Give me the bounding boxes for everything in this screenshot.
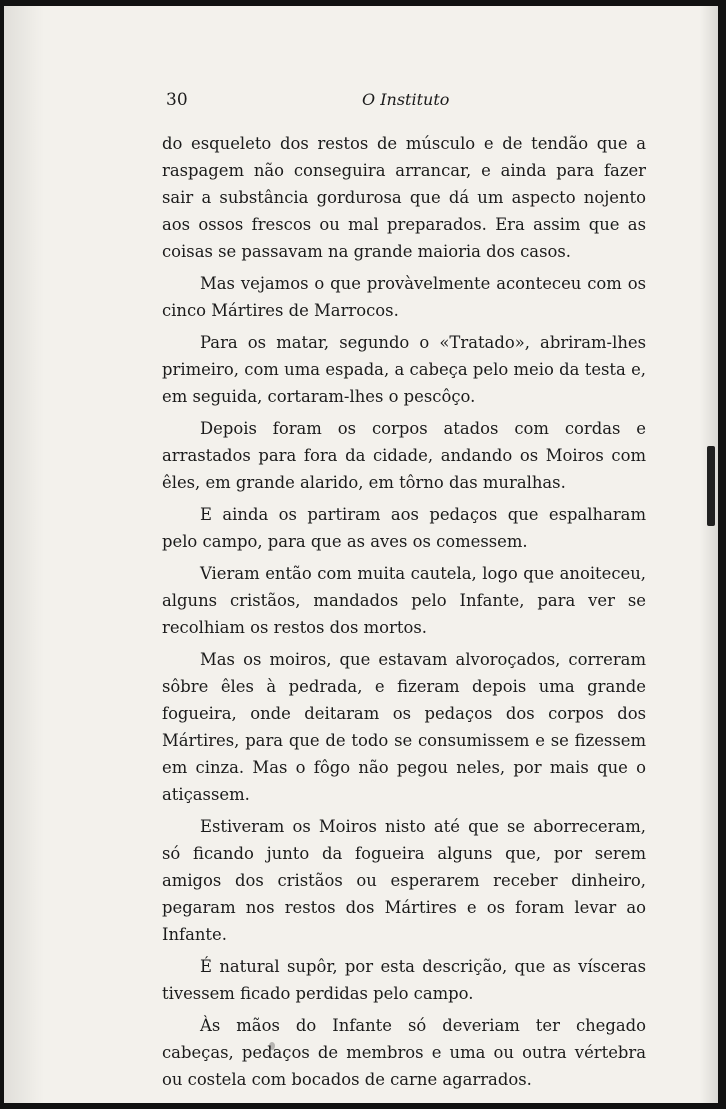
scan-edge-mark [707,446,715,526]
paragraph: do esqueleto dos restos de músculo e de tendão que a raspagem não conseguira arrancar, e ainda para fazer sair a substância gordurosa que dá um aspecto nojento aos ossos frescos ou mal preparados. Era assim que as coisas se passavam na grande maioria dos casos. [162,134,646,261]
paragraph: E ainda os partiram aos pedaços que espalharam pelo campo, para que as aves os comessem. [162,505,646,551]
body-text [162,130,646,1098]
book-page [4,6,718,1103]
page-header [166,90,646,114]
paragraph: Para os matar, segundo o «Tratado», abriram-lhes primeiro, com uma espada, a cabeça pelo meio da testa e, em seguida, cortaram-lhes o pescôço. [162,333,646,406]
paragraph: Vieram então com muita cautela, logo que anoiteceu, alguns cristãos, mandados pelo Infante, para ver se recolhiam os restos dos mortos. [162,564,646,637]
paragraph: Mas vejamos o que provàvelmente aconteceu com os cinco Mártires de Marrocos. [162,274,646,320]
paragraph: Mas os moiros, que estavam alvoroçados, correram sôbre êles à pedrada, e fizeram depois uma grande fogueira, onde deitaram os pedaços dos corpos dos Mártires, para que de todo se consumissem e se fizessem em cinza. Mas o fôgo não pegou neles, por mais que o atiçassem. [162,650,646,804]
page-number: 30 [166,90,188,110]
paragraph: É natural supôr, por esta descrição, que as vísceras tivessem ficado perdidas pelo campo. [162,957,646,1003]
paragraph: Depois foram os corpos atados com cordas e arrastados para fora da cidade, andando os Moiros com êles, em grande alarido, em tôrno das muralhas. [162,419,646,492]
paragraph: Às mãos do Infante só deveriam ter chegado cabeças, pedaços de membros e uma ou outra vértebra ou costela com bocados de carne agarrados. [162,1016,646,1089]
paragraph: Estiveram os Moiros nisto até que se aborreceram, só ficando junto da fogueira alguns que, por serem amigos dos cristãos ou esperarem receber dinheiro, pegaram nos restos dos Mártires e os foram levar ao Infante. [162,817,646,944]
running-title: O Instituto [362,90,450,109]
ink-blot [269,1042,275,1050]
